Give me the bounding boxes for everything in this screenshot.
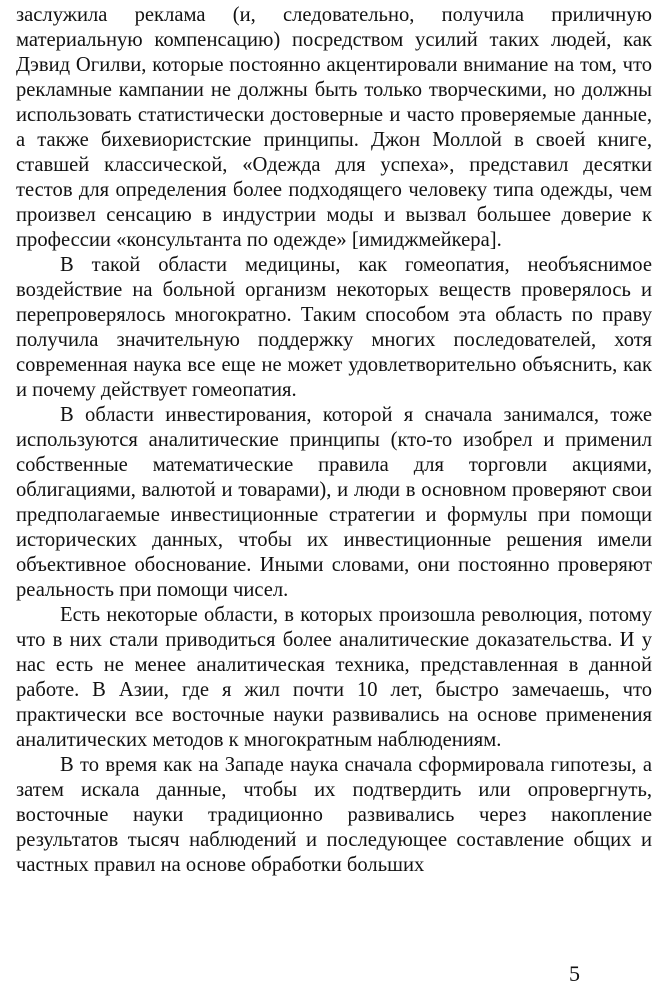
paragraph-3: В области инвестирования, которой я сначала занимался, тоже используются аналитические принципы (кто-то изобрел и применил собственные математические правила для торговли акциями, облигациями, валютой и товарами), и люди в основном проверяют свои предполагаемые инвестиционные стратегии и формулы при помощи исторических данных, чтобы их инвестиционные решения имели объективное обоснование. Иными словами, они постоянно проверяют реальность при помощи чисел.	[16, 404, 652, 601]
page-number: 5	[569, 961, 580, 986]
paragraph-5: В то время как на Западе наука сначала сформировала гипотезы, а затем искала данные, чтобы их подтвердить или опровергнуть, восточные науки традиционно развивались через накопление результатов тысяч наблюдений и последующее составление общих и частных правил на основе обработки больших	[16, 754, 652, 876]
paragraph-2: В такой области медицины, как гомеопатия, необъяснимое воздействие на больной организм некоторых веществ проверялось и перепроверялось многократно. Таким способом эта область по праву получила значительную поддержку многих последователей, хотя современная наука все еще не может удовлетворительно объяснить, как и почему действует гомеопатия.	[16, 254, 652, 401]
page-body	[16, 3, 652, 878]
paragraph-1: заслужила реклама (и, следовательно, получила приличную материальную компенсацию) посредством усилий таких людей, как Дэвид Огилви, которые постоянно акцентировали внимание на том, что рекламные кампании не должны быть только творческими, но должны использовать статистически достоверные и часто проверяемые данные, а также бихевиористские принципы. Джон Моллой в своей книге, ставшей классической, «Одежда для успеха», представил десятки тестов для определения более подходящего человеку типа одежды, чем произвел сенсацию в индустрии моды и вызвал большее доверие к профессии «консультанта по одежде» [имиджмейкера].	[16, 4, 652, 251]
paragraph-4: Есть некоторые области, в которых произошла революция, потому что в них стали приводиться более аналитические доказательства. И у нас есть не менее аналитическая техника, представленная в данной работе. В Азии, где я жил почти 10 лет, быстро замечаешь, что практически все восточные науки развивались на основе применения аналитических методов к многократным наблюдениям.	[16, 604, 652, 751]
